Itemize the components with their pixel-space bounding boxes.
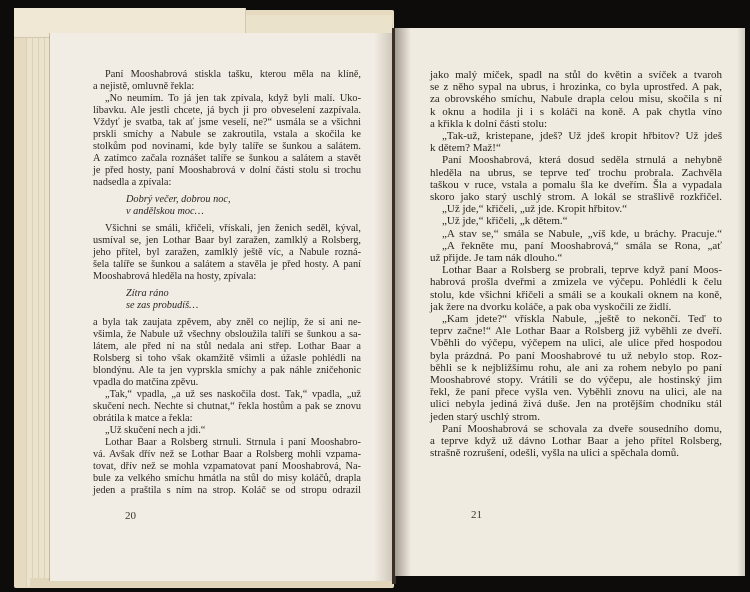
text-line: bule za velkého smíchu hmátla na stůl do misy koláčů, drapla [93,473,361,484]
text-line: nadsedla a zpívala: [93,177,172,188]
text-line: tovat, dřív než se mohla vzpamatovat paní Mooshabrová, Na- [93,461,361,472]
right-page-text [430,69,722,460]
text-line: teprv začne!“ Ale Lothar Baar a Rolsberg již vyběhli ze dveří. [430,325,722,338]
verse-line: Dobrý večer, dobrou noc, [126,194,231,205]
text-line: jeden a praštila s ním na strop. Koláč se od stropu odrazil [93,485,361,496]
text-line: „Kam jdete?“ vřískla Nabule, „ještě to nekončí. Teď to [442,313,722,326]
text-line: A zatímco začala roznášet talíře se šunkou a salátem a stavět [93,153,361,164]
text-line: Paní Mooshabrová stiskla tašku, kterou měla na klíně, [105,69,361,80]
text-line: „Už skučení nech a jdi.“ [105,425,206,436]
text-line: ulici nebyla jediná živá duše. Jen na protějším chodníku stál [430,398,722,411]
verse-line: Zítra ráno [126,288,169,299]
text-line: Lothar Baar a Rolsberg se probrali, teprve když paní Moos- [442,264,722,277]
text-line: jeden starý uschlý strom. [430,410,540,423]
text-line: blondýnu. Ale ta jen vyprskla smíchy a pak náhle zničehonic [93,365,361,376]
text-line: jak žere na dvorku koláče, a pak oba vyskočili ze židlí. [430,300,672,313]
verse-line: se zas probudíš… [126,300,199,311]
text-line: jeho přítel, byl zaražen, zamlklý ještě víc, a Nabule rozná- [93,247,361,258]
text-line: líbavku. Ale jestli chcete, já bych ji pro obveselení zazpívala. [93,105,361,116]
text-line: je před hosty, paní Mooshabrová v dolní části stolu si trochu [93,165,361,176]
text-line: „A stav se,“ smála se Nabule, „víš kde, u bráchy. Pracuje.“ [442,227,722,240]
text-line: šela talíře se šunkou a salátem a stavěla je před hosty. A paní [93,259,361,270]
page-number: 20 [125,510,136,522]
text-line: látem, ale před ní na stůl nedala ani střep. Lothar Baar a [93,341,361,352]
text-line: Lothar Baar a Rolsberg strnuli. Strnula i paní Mooshabro- [105,437,361,448]
text-line: k oknu a hodila ji i s koláči na koně. A pak chytla víno [430,105,722,118]
text-line: skoro jako starý uschlý strom. A lokál se strašlivě rozkřičel. [430,191,722,204]
verse-block [126,194,361,218]
text-line: strašně rozrušení, odešli, vyšla na ulici a spěchala domů. [430,447,679,460]
text-line: Vždyť je svatba, tak ať jsme veselí, ne?“ usmála se a všichni [93,117,361,128]
left-page-text [93,69,361,497]
text-line: taškou v ruce, vstala a pomalu šla ke dveřím. Šla a vypadala [430,178,722,191]
text-line: byla prázdná. Po paní Mooshabrové tu už nebylo stop. Roz- [430,349,722,362]
text-line: hleděla na ubrus, se teprve teď trochu probrala. Zachvěla [430,166,722,179]
text-line: vá. Avšak dřív než se Lothar Baar a Rolsberg mohli vzpama- [93,449,361,460]
text-line: Rolsberg si toho však okamžitě všimli a úžasle pohlédli na [93,353,361,364]
text-line: Paní Mooshabrová se schovala za dveře sousedního domu, [442,422,722,435]
right-page [395,28,745,576]
page-number: 21 [471,509,482,521]
text-line: a teprve když už dávno Lothar Baar a jeho přítel Rolsberg, [430,435,722,448]
text-line: všimla, že Nabule už všechny obsloužila talíři se šunkou a sa- [93,329,361,340]
text-line: usmíval se, jen Lothar Baar byl zaražen, zamlklý a Rolsberg, [93,235,361,246]
text-line: jako malý míček, spadl na stůl do květin a svíček a tvaroh [430,69,722,81]
text-line: Všichni se smáli, křičeli, vřískali, jen ženich seděl, kýval, [105,223,361,234]
text-line: stolu, kde všichni křičeli a smáli se a koukali oknem na koně, [430,288,722,301]
left-page [50,33,394,581]
text-line: „No neumím. To já jen tak zpívala, když byli malí. Uko- [105,93,361,104]
text-line: už přijde. Je tam nák dlouho.“ [430,252,563,265]
verse-block [126,288,361,312]
text-line: „Tak-už, kristepane, jdeš? Už jdeš kropit hřbitov? Už jdeš [442,130,722,143]
text-line: „A řekněte mu, paní Mooshabrová,“ smála se Rona, „ať [442,239,722,252]
text-line: a byla tak zaujata zpěvem, aby zněl co nejlíp, že si ani ne- [93,317,361,328]
text-line: vpadla do matčina zpěvu. [93,377,199,388]
text-line: Mooshabrové stopy. Vrátili se do výčepu, ale hostinský jim [430,374,722,387]
text-line: prskli smíchy a Nabule se zakroutila, vstala a skočila ke [93,129,361,140]
text-line: a nejistě, omluvně řekla: [93,81,195,92]
text-line: se z něho sypal na ubrus, i hrozinka, co byla uprostřed. A pak, [430,81,722,94]
text-line: habrová prošla dveřmi a zmizela ve výčepu. Pohlédli k čelu [430,276,722,289]
text-line: obrátila k matce a řekla: [93,413,193,424]
text-line: řekl, že paní přece vyšla ven. Vyběhli znovu na ulici, ale na [430,386,722,399]
text-line: „Tak,“ vpadla, „a už ses naskočila dost. Tak,“ vpadla, „už [105,389,361,400]
text-line: za obrovského smíchu, Nabule drapla celou misu, skočila s ní [430,93,722,106]
text-line: běhli se k nejbližšímu rohu, ale ani za rohem nebylo po paní [430,361,722,374]
text-line: k dětem? Maž!“ [430,142,501,155]
text-line: stolkům pod novinami, kde byly talíře se šunkou a salátem. [93,141,361,152]
text-line: Paní Mooshabrová, která dosud seděla strnulá a nehybně [442,154,722,167]
text-line: „Už jde,“ křičeli, „už jde. Kropit hřbitov.“ [442,203,627,216]
text-line: „Už jde,“ křičeli, „k dětem.“ [442,215,568,228]
text-line: skučení nech. Nechte si chutnat,“ řekla hostům a pak se znovu [93,401,361,412]
verse-line: v andělskou moc… [126,206,204,217]
text-line: Mooshabrová hleděla na hosty, zpívala: [93,271,257,282]
text-line: Vběhli do výčepu, výčepem na ulici, ale ulice před hospodou [430,337,722,350]
text-line: a křikla k dolní části stolu: [430,117,548,130]
